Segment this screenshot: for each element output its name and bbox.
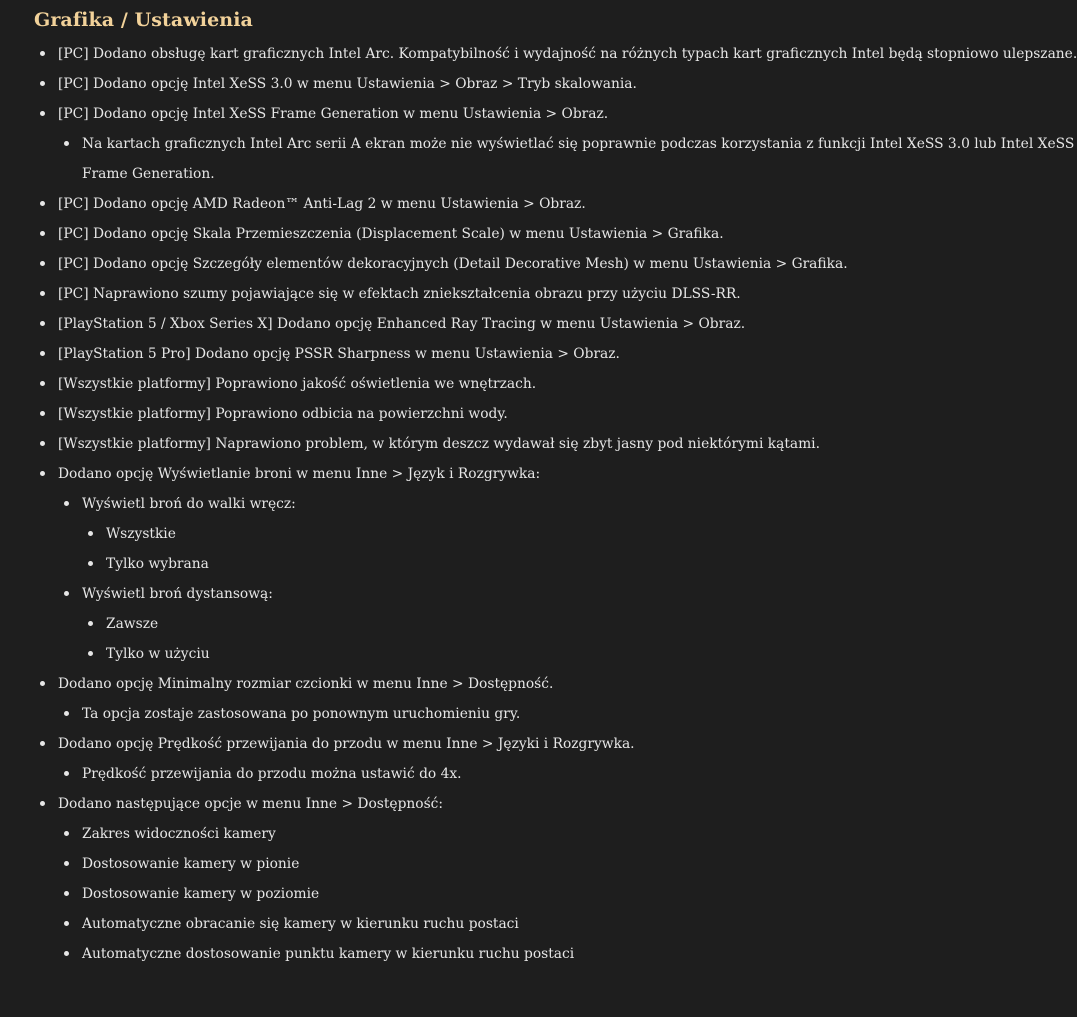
- sub-list-item: [82, 759, 1077, 789]
- sub-list-item-text: Ta opcja zostaje zastosowana po ponownym uruchomieniu gry.: [82, 706, 521, 722]
- sub-list-item: [82, 849, 1077, 879]
- sub-list: [58, 819, 1077, 969]
- list-item-text: [PC] Dodano opcję Szczegóły elementów dekoracyjnych (Detail Decorative Mesh) w menu Ustawienia > Grafika.: [58, 256, 848, 272]
- sub-sub-list-item: [106, 519, 1077, 549]
- sub-list-item: [82, 129, 1077, 189]
- list-item: [58, 669, 1077, 729]
- patch-notes-list: [0, 39, 1077, 969]
- sub-list-item: [82, 489, 1077, 579]
- list-item-text: [PC] Dodano opcję Skala Przemieszczenia (Displacement Scale) w menu Ustawienia > Grafika.: [58, 226, 724, 242]
- sub-sub-list-item: [106, 549, 1077, 579]
- list-item-text: [PC] Dodano opcję AMD Radeon™ Anti-Lag 2 w menu Ustawienia > Obraz.: [58, 196, 586, 212]
- sub-list-item-text: Prędkość przewijania do przodu można ustawić do 4x.: [82, 766, 462, 782]
- list-item: [58, 279, 1077, 309]
- sub-sub-list-item-text: Tylko wybrana: [106, 556, 209, 572]
- list-item: [58, 99, 1077, 189]
- list-item: [58, 219, 1077, 249]
- list-item: [58, 309, 1077, 339]
- sub-list-item: [82, 819, 1077, 849]
- sub-sub-list-item: [106, 639, 1077, 669]
- sub-list-item: [82, 579, 1077, 669]
- list-item-text: Dodano opcję Wyświetlanie broni w menu Inne > Język i Rozgrywka:: [58, 466, 541, 482]
- list-item: [58, 39, 1077, 69]
- list-item-text: [PC] Dodano opcję Intel XeSS Frame Generation w menu Ustawienia > Obraz.: [58, 106, 609, 122]
- list-item-text: [PlayStation 5 Pro] Dodano opcję PSSR Sharpness w menu Ustawienia > Obraz.: [58, 346, 620, 362]
- sub-list: [58, 699, 1077, 729]
- sub-list-item: [82, 699, 1077, 729]
- sub-list-item: [82, 879, 1077, 909]
- list-item-text: [Wszystkie platformy] Poprawiono jakość oświetlenia we wnętrzach.: [58, 376, 537, 392]
- sub-sub-list: [82, 519, 1077, 579]
- sub-list-item-text: Na kartach graficznych Intel Arc serii A ekran może nie wyświetlać się poprawnie podczas korzystania z funkcji Intel XeSS 3.0 lub Intel XeSS Frame Generation.: [82, 136, 1075, 182]
- list-item: [58, 189, 1077, 219]
- sub-list-item-text: Dostosowanie kamery w pionie: [82, 856, 300, 872]
- list-item: [58, 429, 1077, 459]
- sub-list-item: [82, 939, 1077, 969]
- list-item: [58, 789, 1077, 969]
- list-item-text: [PC] Dodano obsługę kart graficznych Intel Arc. Kompatybilność i wydajność na różnych typach kart graficznych Intel będą stopniowo ulepszane.: [58, 46, 1077, 62]
- list-item: [58, 249, 1077, 279]
- sub-sub-list-item: [106, 609, 1077, 639]
- list-item-text: [PlayStation 5 / Xbox Series X] Dodano opcję Enhanced Ray Tracing w menu Ustawienia > Obraz.: [58, 316, 746, 332]
- list-item-text: Dodano opcję Prędkość przewijania do przodu w menu Inne > Języki i Rozgrywka.: [58, 736, 635, 752]
- sub-list-item: [82, 909, 1077, 939]
- list-item-text: [Wszystkie platformy] Naprawiono problem, w którym deszcz wydawał się zbyt jasny pod niektórymi kątami.: [58, 436, 820, 452]
- sub-sub-list: [82, 609, 1077, 669]
- sub-sub-list-item-text: Wszystkie: [106, 526, 176, 542]
- list-item-text: Dodano opcję Minimalny rozmiar czcionki w menu Inne > Dostępność.: [58, 676, 554, 692]
- sub-list-item-text: Wyświetl broń dystansową:: [82, 586, 273, 602]
- list-item-text: [PC] Dodano opcję Intel XeSS 3.0 w menu Ustawienia > Obraz > Tryb skalowania.: [58, 76, 637, 92]
- list-item: [58, 729, 1077, 789]
- list-item: [58, 69, 1077, 99]
- sub-list-item-text: Dostosowanie kamery w poziomie: [82, 886, 320, 902]
- sub-list-item-text: Automatyczne obracanie się kamery w kierunku ruchu postaci: [82, 916, 519, 932]
- list-item-text: [Wszystkie platformy] Poprawiono odbicia na powierzchni wody.: [58, 406, 508, 422]
- list-item: [58, 369, 1077, 399]
- list-item-text: [PC] Naprawiono szumy pojawiające się w efektach zniekształcenia obrazu przy użyciu DLSS-RR.: [58, 286, 741, 302]
- list-item: [58, 459, 1077, 669]
- sub-list: [58, 129, 1077, 189]
- section-title: Grafika / Ustawienia: [34, 9, 253, 31]
- list-item-text: Dodano następujące opcje w menu Inne > Dostępność:: [58, 796, 444, 812]
- sub-list: [58, 489, 1077, 669]
- sub-list-item-text: Wyświetl broń do walki wręcz:: [82, 496, 296, 512]
- sub-sub-list-item-text: Tylko w użyciu: [106, 646, 210, 662]
- list-item: [58, 339, 1077, 369]
- sub-list: [58, 759, 1077, 789]
- sub-list-item-text: Zakres widoczności kamery: [82, 826, 276, 842]
- sub-list-item-text: Automatyczne dostosowanie punktu kamery w kierunku ruchu postaci: [82, 946, 575, 962]
- sub-sub-list-item-text: Zawsze: [106, 616, 159, 632]
- list-item: [58, 399, 1077, 429]
